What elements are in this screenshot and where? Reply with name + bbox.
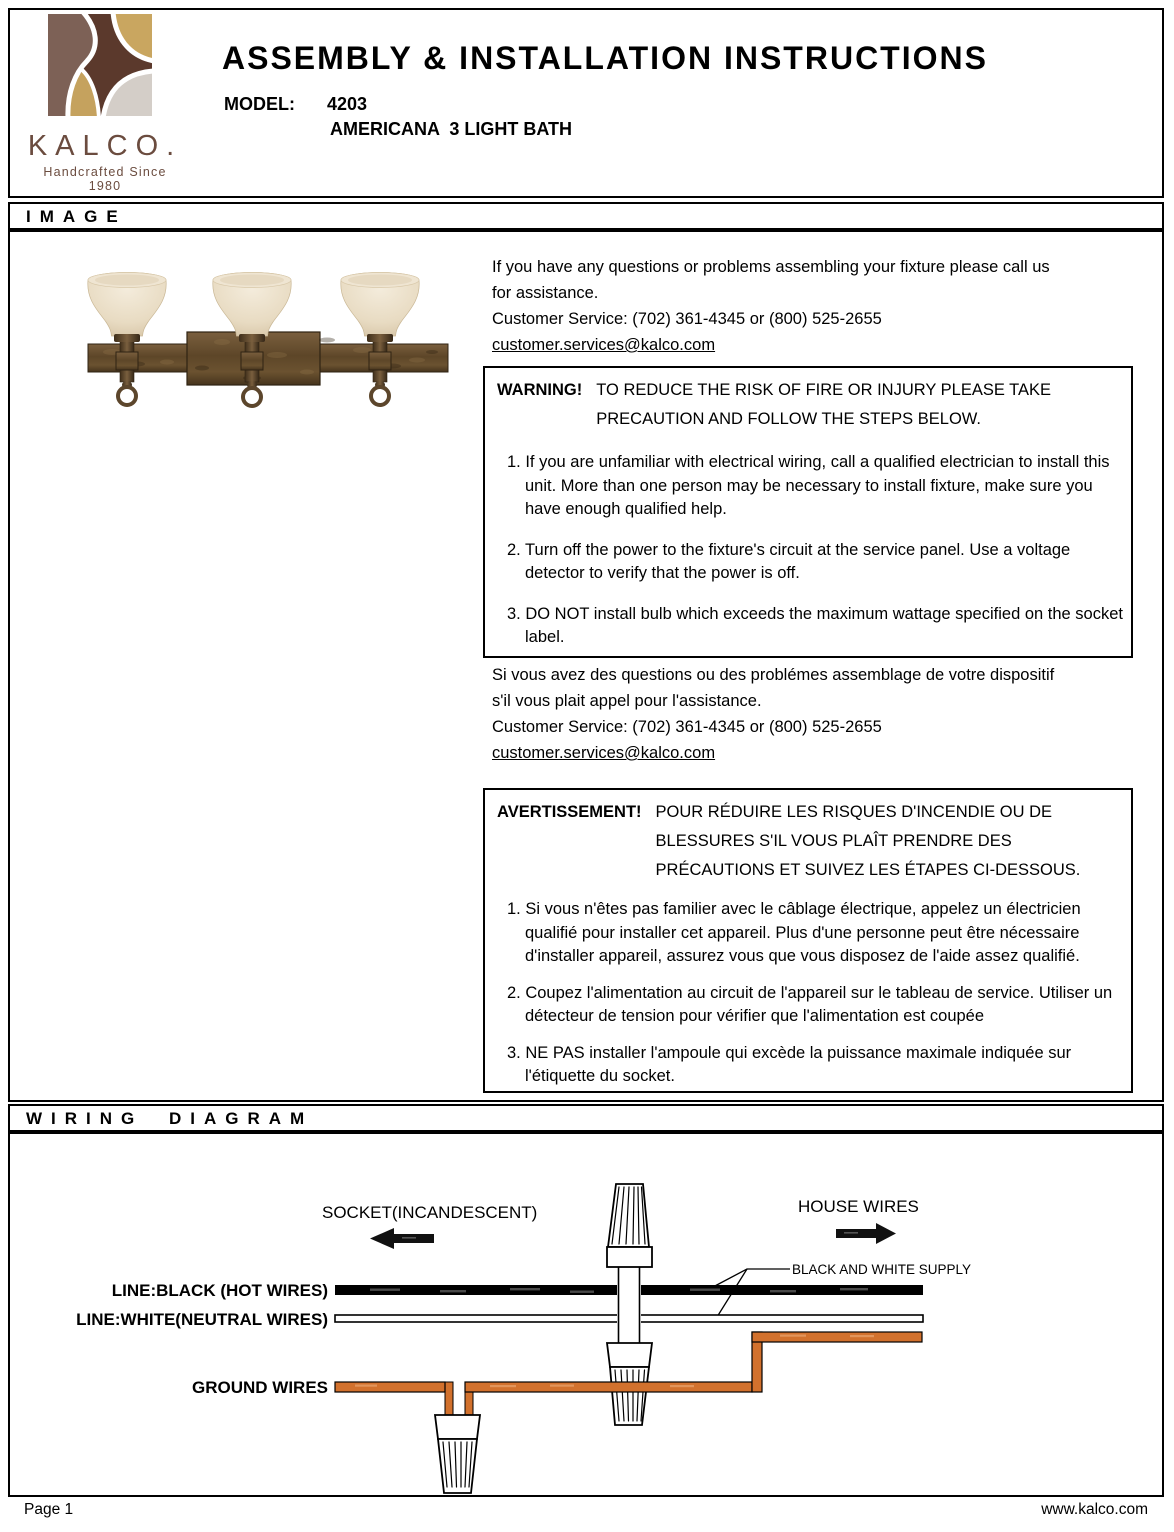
image-section-bar — [8, 202, 1164, 230]
warning-title-line: PRÉCAUTIONS ET SUIVEZ LES ÉTAPES CI-DESSOUS. — [655, 861, 1081, 879]
line-white-label: LINE:WHITE(NEUTRAL WIRES) — [76, 1310, 328, 1329]
line-black-label: LINE:BLACK (HOT WIRES) — [111, 1281, 328, 1300]
page-number: Page 1 — [24, 1501, 74, 1518]
warning-label: WARNING! — [497, 381, 583, 399]
warning-item: 3. NE PAS installer l'ampoule qui excède la puissance maximale indiquée sur l'étiquette du socket. — [507, 1043, 1072, 1085]
supply-label: BLACK AND WHITE SUPPLY — [792, 1262, 972, 1277]
warning-label: AVERTISSEMENT! — [497, 803, 642, 821]
email-link[interactable]: customer.services@kalco.com — [492, 744, 716, 762]
socket-label: SOCKET(INCANDESCENT) — [322, 1203, 538, 1222]
warning-box-fr — [483, 788, 1133, 1093]
warning-title-line: BLESSURES S'IL VOUS PLAÎT PRENDRE DES — [655, 832, 1012, 850]
contact-info-en — [492, 254, 1082, 358]
website-url: www.kalco.com — [1041, 1501, 1148, 1518]
wire-nut-hot — [607, 1184, 652, 1267]
model-label: MODEL: — [224, 94, 295, 114]
warning-box-en — [483, 366, 1133, 658]
contact-line: If you have any questions or problems assembling your fixture please call us — [492, 258, 1050, 276]
warning-title-line: POUR RÉDUIRE LES RISQUES D'INCENDIE OU DE — [655, 803, 1053, 821]
image-section-label: IMAGE — [26, 207, 127, 226]
ground-wire — [335, 1382, 445, 1392]
ground-stem — [445, 1382, 453, 1416]
warning-item: 3. DO NOT install bulb which exceeds the maximum wattage specified on the socket label. — [507, 604, 1123, 646]
page-title: ASSEMBLY & INSTALLATION INSTRUCTIONS — [222, 40, 988, 76]
wiring-section-bar — [8, 1104, 1164, 1132]
light-arm — [341, 273, 419, 406]
contact-line: Si vous avez des questions ou des problémes assemblage de votre dispositif — [492, 666, 1055, 684]
warning-item: 1. Si vous n'êtes pas familier avec le câblage électrique, appelez un électricien qualifié pour installer cet appareil. Plus d'une personne peut être nécessaire d'installer appareil, assurez vous que vous disposez de l'aide assez qualifié. — [507, 900, 1081, 965]
wire-channel — [617, 1267, 641, 1343]
fixture-photo — [72, 260, 472, 410]
contact-line: for assistance. — [492, 284, 599, 302]
brand-name: KALCO. — [27, 130, 183, 162]
wiring-section-label: WIRING DIAGRAM — [26, 1109, 314, 1128]
model-name: AMERICANA 3 LIGHT BATH — [330, 119, 572, 139]
supply-leader-line — [713, 1269, 790, 1287]
house-wires-label: HOUSE WIRES — [798, 1197, 919, 1216]
kalco-logo-icon — [48, 14, 152, 116]
right-arrow-icon — [836, 1223, 896, 1244]
light-arm — [88, 273, 166, 406]
warning-item: 2. Coupez l'alimentation au circuit de l'appareil sur le tableau de service. Utiliser un détecteur de tension pour vérifier que l'alimentation est coupée — [507, 983, 1113, 1025]
wire-nut-ground — [435, 1415, 480, 1493]
warning-item: 2. Turn off the power to the fixture's circuit at the service panel. Use a voltage detector to verify that the power is off. — [507, 540, 1071, 582]
warning-title-line: PRECAUTION AND FOLLOW THE STEPS BELOW. — [596, 410, 982, 428]
contact-line: Customer Service: (702) 361-4345 or (800) 525-2655 — [492, 718, 882, 736]
email-link[interactable]: customer.services@kalco.com — [492, 336, 716, 354]
ground-wires-label: GROUND WIRES — [192, 1378, 328, 1397]
ground-wire — [752, 1332, 922, 1342]
contact-info-fr — [492, 662, 1082, 766]
warning-title-line: TO REDUCE THE RISK OF FIRE OR INJURY PLEASE TAKE — [596, 381, 1052, 399]
left-arrow-icon — [370, 1228, 434, 1249]
contact-line: s'il vous plait appel pour l'assistance. — [492, 692, 762, 710]
contact-line: Customer Service: (702) 361-4345 or (800) 525-2655 — [492, 310, 882, 328]
wiring-diagram — [10, 1134, 1162, 1495]
warning-item: 1. If you are unfamiliar with electrical wiring, call a qualified electrician to install this unit. More than one person may be necessary to install fixture, make sure you have enough qualified help. — [507, 453, 1110, 518]
brand-tagline: Handcrafted Since 1980 — [43, 165, 167, 193]
model-number: 4203 — [327, 94, 368, 114]
